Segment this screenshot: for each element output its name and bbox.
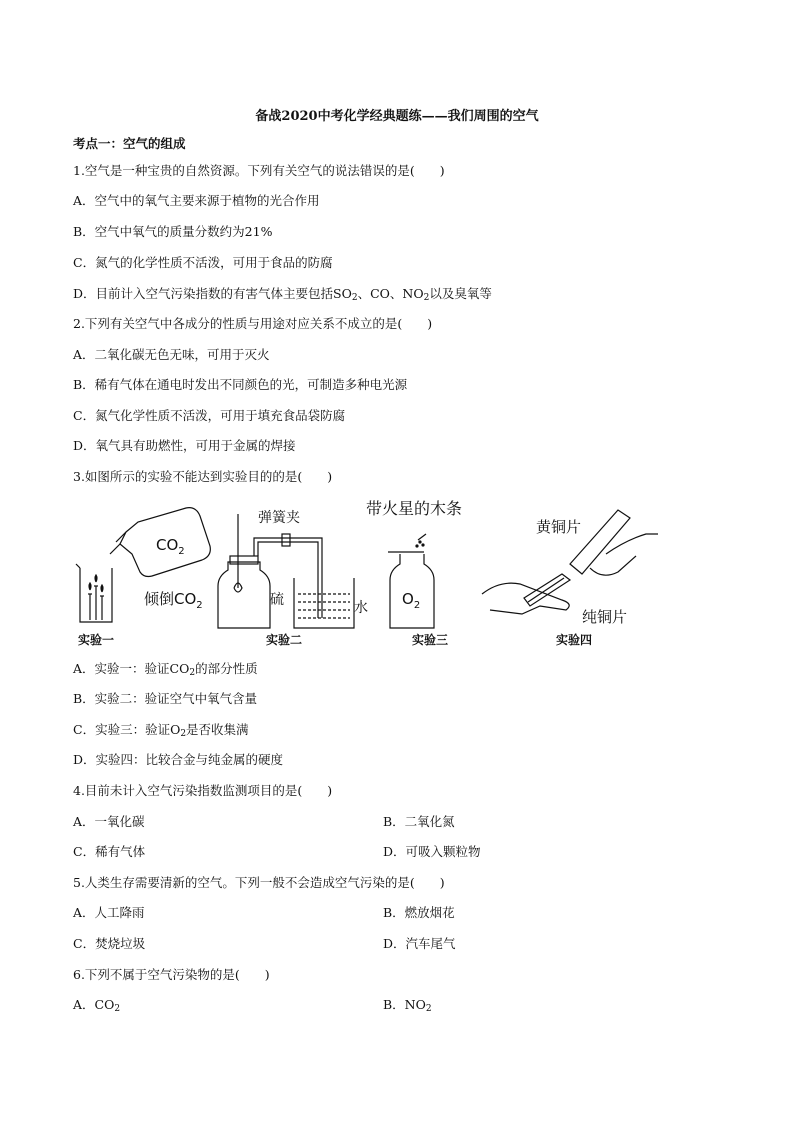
question-1-stem: 1.空气是一种宝贵的自然资源。下列有关空气的说法错误的是( ) xyxy=(73,163,445,178)
question-5-option-d: D．汽车尾气 xyxy=(383,936,456,951)
experiment-4-caption: 实验四 xyxy=(556,633,593,647)
question-4-option-a: A．一氧化碳 xyxy=(73,814,145,829)
question-4-stem: 4.目前未计入空气污染指数监测项目的是( ) xyxy=(73,783,333,798)
question-4-option-c: C．稀有气体 xyxy=(73,844,146,859)
question-6-stem: 6.下列不属于空气污染物的是( ) xyxy=(73,967,270,982)
question-4-option-b: B．二氧化氮 xyxy=(383,814,455,829)
question-2-option-a: A．二氧化碳无色无味，可用于灭火 xyxy=(73,347,270,362)
question-2-stem: 2.下列有关空气中各成分的性质与用途对应关系不成立的是( ) xyxy=(73,316,433,331)
water-label: 水 xyxy=(354,600,368,616)
question-3-option-a: A．实验一：验证$CO_2$的部分性质 xyxy=(73,661,258,678)
sulfur-label: 硫 xyxy=(270,592,284,608)
experiment-3-caption: 实验三 xyxy=(412,633,449,647)
question-1-option-c: C．氮气的化学性质不活泼，可用于食品的防腐 xyxy=(73,255,333,270)
question-4-option-d: D．可吸入颗粒物 xyxy=(383,844,481,859)
question-2-option-d: D．氧气具有助燃性，可用于金属的焊接 xyxy=(73,438,296,453)
question-1-option-d: D．目前计入空气污染指数的有害气体主要包括$SO_2$、CO、$NO_2$以及臭氧等 xyxy=(73,286,492,303)
spring-clamp-label: 弹簧夹 xyxy=(258,510,300,526)
question-3-option-d: D．实验四：比较合金与纯金属的硬度 xyxy=(73,752,284,767)
question-5-option-b: B．燃放烟花 xyxy=(383,905,455,920)
question-5-option-a: A．人工降雨 xyxy=(73,905,145,920)
experiment-2-caption: 实验二 xyxy=(266,633,303,647)
question-3-stem: 3.如图所示的实验不能达到实验目的的是( ) xyxy=(73,469,333,484)
glowing-splint-label: 带火星的木条 xyxy=(366,499,463,518)
co2-bottle-label: $CO_2$ xyxy=(156,536,185,557)
pour-co2-label: 倾倒$CO_2$ xyxy=(144,590,203,611)
question-1-option-a: A．空气中的氧气主要来源于植物的光合作用 xyxy=(73,193,320,208)
question-6-option-b: B．$NO_2$ xyxy=(383,997,432,1014)
page-title: 备战2020中考化学经典题练——我们周围的空气 xyxy=(255,109,539,124)
brass-label: 黄铜片 xyxy=(536,518,582,536)
experiment-figure xyxy=(70,494,740,648)
experiment-1-caption: 实验一 xyxy=(78,633,115,647)
experiment-3-apparatus xyxy=(388,534,434,628)
question-2-option-c: C．氮气化学性质不活泼，可用于填充食品袋防腐 xyxy=(73,408,346,423)
question-2-option-b: B．稀有气体在通电时发出不同颜色的光，可制造多种电光源 xyxy=(73,377,408,392)
o2-bottle-label: $O_2$ xyxy=(402,590,421,611)
question-6-option-a: A．$CO_2$ xyxy=(73,997,121,1014)
question-1-option-b: B．空气中氧气的质量分数约为21% xyxy=(73,224,273,239)
question-5-stem: 5.人类生存需要清新的空气。下列一般不会造成空气污染的是( ) xyxy=(73,875,445,890)
section-heading: 考点一：空气的组成 xyxy=(73,136,186,151)
copper-label: 纯铜片 xyxy=(582,608,628,626)
experiment-2-apparatus xyxy=(218,514,354,628)
question-3-option-c: C．实验三：验证$O_2$是否收集满 xyxy=(73,722,249,739)
question-3-option-b: B．实验二：验证空气中氧气含量 xyxy=(73,691,258,706)
question-5-option-c: C．焚烧垃圾 xyxy=(73,936,146,951)
